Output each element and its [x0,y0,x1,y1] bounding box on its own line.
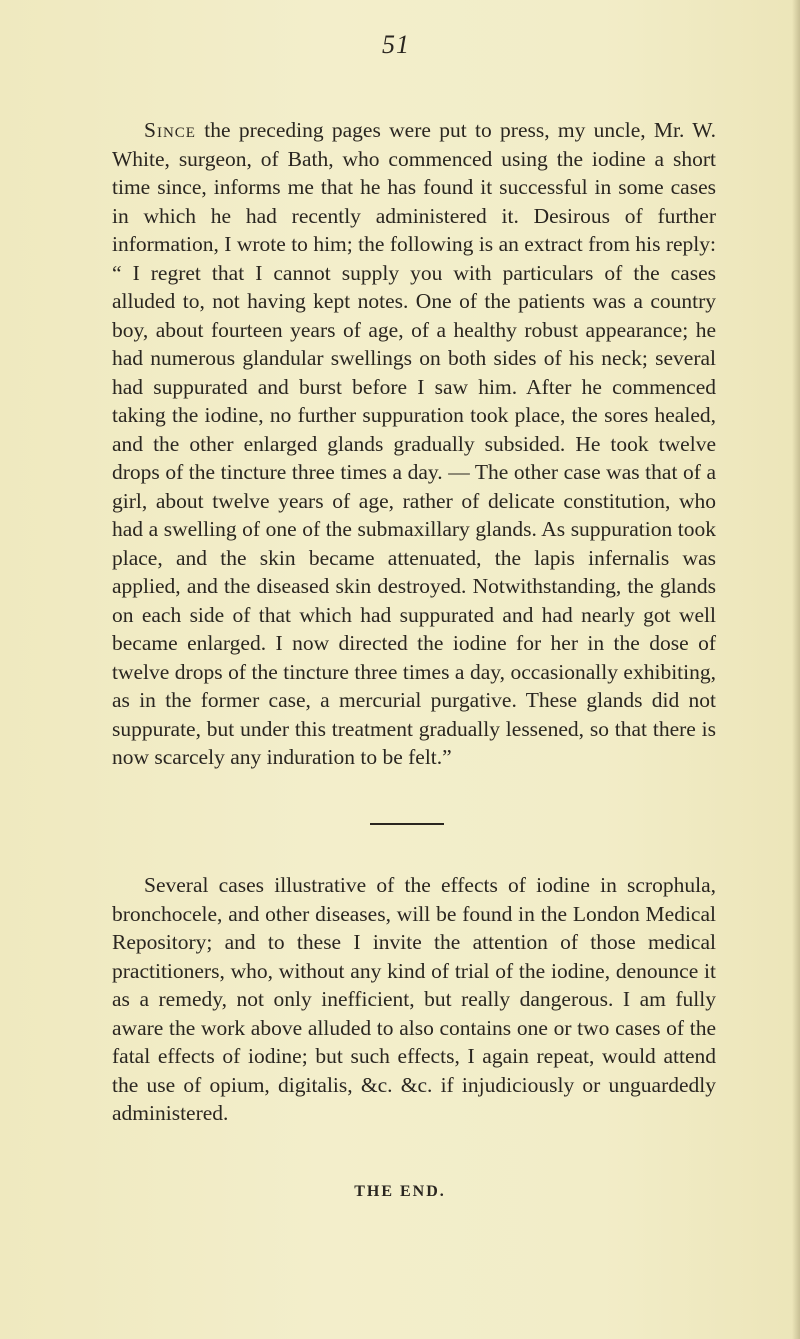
paragraph-uncle-letter [112,116,716,772]
the-end-label: THE END. [354,1183,446,1200]
paragraph-text: Several cases illustrative of the effects of iodine in scrophula, bronchocele, and other diseases, will be found in the London Medical Repository; and to these I invite the attention of those medical practitioners, who, without any kind of trial of the iodine, denounce it as a remedy, not only inefficient, but really dangerous. I am fully aware the work above alluded to also contains one or two cases of the fatal effects of iodine; but such effects, I again repeat, would attend the use of opium, digitalis, &c. &c. if injudiciously or unguardedly administered. [112,873,716,1125]
paragraph-text: the preceding pages were put to press, my uncle, Mr. W. White, surgeon, of Bath, who commenced using the iodine a short time since, informs me that he has found it successful in some cases in which he had recently administered it. Desirous of further information, I wrote to him; the following is an extract from his reply: “ I regret that I cannot supply you with particulars of the cases alluded to, not having kept notes. One of the patients was a country boy, about fourteen years of age, of a healthy robust appearance; he had numerous glandular swellings on both sides of his neck; several had suppurated and burst before I saw him. After he commenced taking the iodine, no further suppuration took place, the sores healed, and the other enlarged glands gradually subsided. He took twelve drops of the tincture three times a day. — The other case was that of a girl, about twelve years of age, rather of delicate constitution, who had a swelling of one of the submaxillary glands. As suppuration took place, and the skin became attenuated, the lapis infernalis was applied, and the diseased skin destroyed. Notwithstanding, the glands on each side of that which had suppurated and had nearly got well became enlarged. I now directed the iodine for her in the dose of twelve drops of the tincture three times a day, occasionally exhibiting, as in the former case, a mercurial purgative. These glands did not suppurate, but under this treatment gradually lessened, so that there is now scarcely any induration to be felt.” [112,118,716,769]
page-edge-shadow [792,0,800,1339]
paragraph-lead-word: Since [144,118,196,142]
paragraph-cases-repository [112,871,716,1128]
page-number: 51 [382,30,410,59]
section-divider [370,823,444,825]
